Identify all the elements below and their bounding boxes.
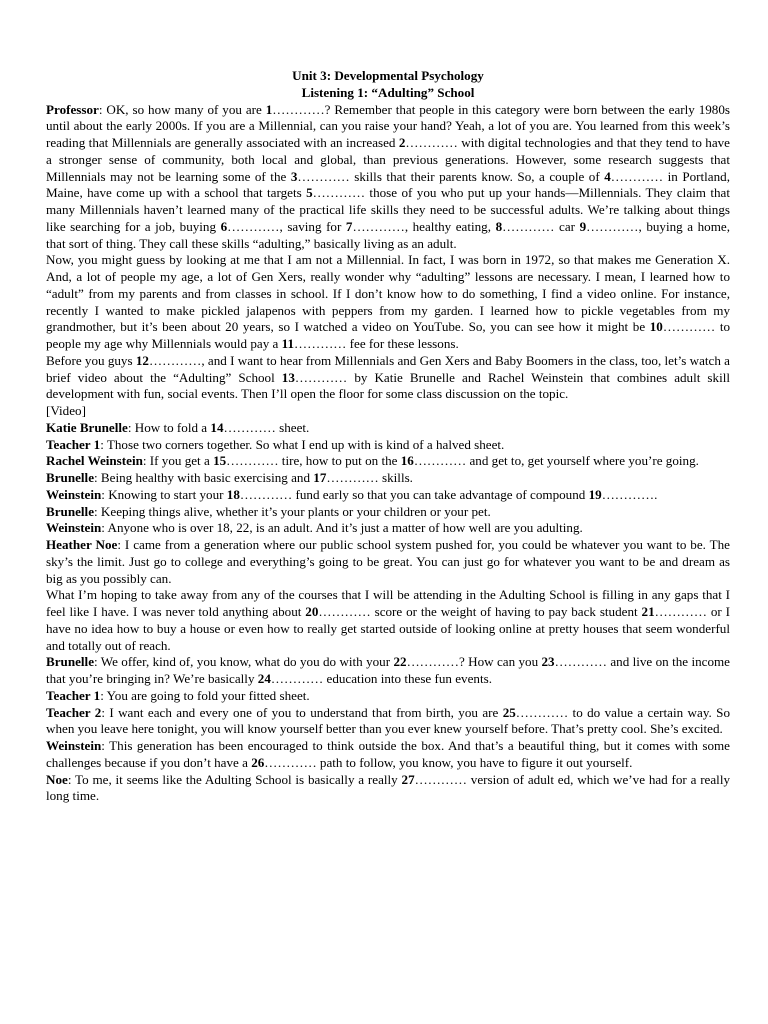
- transcript-text: : Those two corners together. So what I end up with is kind of a halved sheet.: [100, 436, 505, 452]
- transcript-text: …………, and I want to hear from Millennials and Gen Xers and Baby Boomers in the class, too, let’s watch a brief video about the “Adulting” School: [46, 352, 730, 385]
- blank-number: 17: [313, 470, 327, 485]
- blank-number: 2: [398, 135, 406, 150]
- blank-number: 8: [495, 218, 503, 234]
- transcript-text: ………… by Katie Brunelle and Rachel Weinstein that combines adult skill development with fun, social events. Then I’ll open the floor for some class discussion on the topic.: [46, 369, 730, 402]
- blank-number: 21: [641, 604, 655, 619]
- transcript-text: ………… education into these fun events.: [270, 671, 492, 686]
- blank-number: 26: [251, 754, 265, 770]
- transcript-paragraph: [46, 487, 730, 504]
- transcript-text: ………… score or the weight of having to pay back student: [318, 604, 642, 619]
- blank-number: 10: [649, 319, 663, 335]
- blank-number: 4: [604, 168, 611, 184]
- transcript-paragraph: [46, 420, 730, 437]
- blank-number: 20: [305, 604, 319, 619]
- blank-number: 14: [210, 419, 224, 435]
- blank-number: 27: [401, 771, 415, 787]
- transcript-paragraph: [46, 403, 730, 420]
- transcript-text: : Anyone who is over 18, 22, is an adult. And it’s just a matter of how well are you adulting.: [101, 520, 583, 536]
- transcript-paragraph: [46, 453, 730, 470]
- blank-number: 5: [306, 185, 313, 201]
- transcript-text: …………? Remember that people in this category were born between the early 1980s until about the early 2000s. If you are a Millennial, can you raise your hand? Yeah, a lot of you are. You learned from this week’s reading that Millennials are generally associated with an increased: [46, 101, 731, 150]
- speaker-name: Teacher 2: [46, 704, 102, 720]
- transcript-text: ………….: [601, 486, 658, 502]
- speaker-name: Rachel Weinstein: [46, 453, 143, 469]
- transcript-text: ………… or I have no idea how to buy a house or even how to really get started outside of looking online at pretty houses that seem wonderful and totally out of reach.: [46, 604, 730, 653]
- unit-title: Unit 3: Developmental Psychology: [292, 68, 484, 83]
- blank-number: 25: [502, 704, 516, 720]
- speaker-name: Brunelle: [46, 503, 95, 519]
- speaker-name: Brunelle: [46, 654, 95, 670]
- transcript-paragraph: [46, 437, 730, 454]
- blank-number: 9: [579, 218, 587, 234]
- transcript-text: What I’m hoping to take away from any of the courses that I will be attending in the Adulting School is filling in any gaps that I feel like I have. I was never told anything about: [46, 587, 730, 619]
- transcript-text: : I want each and every one of you to understand that from birth, you are: [101, 704, 503, 720]
- transcript-text: : To me, it seems like the Adulting School is basically a really: [67, 771, 402, 787]
- transcript-text: ………… fund early so that you can take advantage of compound: [239, 486, 589, 502]
- speaker-name: Heather Noe: [46, 537, 118, 552]
- transcript-text: …………, buying a home, that sort of thing. They call these skills “adulting,” basically living as an adult.: [46, 218, 730, 251]
- blank-number: 18: [226, 486, 240, 502]
- transcript-paragraph: [46, 654, 730, 688]
- blank-number: 11: [281, 336, 295, 351]
- speaker-name: Noe: [46, 771, 68, 787]
- transcript-paragraph: [46, 470, 730, 487]
- transcript-text: : How to fold a: [127, 419, 211, 435]
- transcript-paragraph: [46, 520, 730, 537]
- blank-number: 12: [135, 352, 149, 368]
- transcript-text: : Being healthy with basic exercising and: [94, 470, 314, 485]
- transcript-text: : We offer, kind of, you know, what do you do with your: [94, 654, 394, 670]
- transcript-text: ………… and get to, get yourself where you’re going.: [413, 453, 699, 469]
- transcript-text: : Knowing to start your: [101, 486, 227, 502]
- transcript-text: …………? How can you: [406, 654, 542, 670]
- transcript-paragraph: [46, 353, 730, 403]
- transcript-paragraph: [46, 705, 730, 739]
- transcript-paragraph: [46, 102, 730, 253]
- transcript-paragraph: [46, 688, 730, 705]
- speaker-name: Weinstein: [46, 486, 102, 502]
- transcript-text: …………, healthy eating,: [352, 218, 496, 234]
- transcript-text: ………… path to follow, you know, you have to figure it out yourself.: [264, 754, 633, 770]
- speaker-name: Weinstein: [46, 520, 102, 536]
- transcript-text: Before you guys: [46, 352, 136, 368]
- transcript-text: ………… to do value a certain way. So when you leave here tonight, you will know yourself better than you ever knew yourself before. That’s pretty cool. She’s excited.: [46, 704, 730, 737]
- transcript-text: ………… skills.: [326, 470, 413, 485]
- transcript-text: ………… to people my age why Millennials would pay a: [46, 319, 730, 351]
- transcript: [46, 102, 730, 806]
- speaker-name: Weinstein: [46, 738, 102, 753]
- speaker-name: Teacher 1: [46, 687, 101, 703]
- blank-number: 6: [220, 218, 228, 234]
- transcript-paragraph: [46, 738, 730, 772]
- transcript-text: ………… skills that their parents know. So, a couple of: [297, 168, 605, 184]
- transcript-text: : You are going to fold your fitted sheet.: [100, 687, 310, 703]
- speaker-name: Brunelle: [46, 470, 95, 485]
- transcript-text: : OK, so how many of you are: [98, 101, 266, 117]
- transcript-text: : If you get a: [142, 453, 214, 469]
- transcript-text: ………… tire, how to put on the: [226, 453, 401, 469]
- transcript-text: ………… fee for these lessons.: [294, 336, 459, 351]
- blank-number: 3: [290, 168, 298, 184]
- listening-title: Listening 1: “Adulting” School: [301, 84, 475, 100]
- blank-number: 23: [541, 654, 555, 670]
- speaker-name: Katie Brunelle: [46, 419, 128, 435]
- blank-number: 19: [588, 486, 602, 502]
- speaker-name: Professor: [46, 101, 99, 117]
- blank-number: 13: [281, 369, 295, 385]
- transcript-text: : I came from a generation where our public school system pushed for, you could be whatever you want to be. The sky’s the limit. Just go to college and everything’s going to be great. You can just go for whatever you want to be and dream as big as you possibly can.: [46, 537, 730, 586]
- transcript-text: ………… and live on the income that you’re bringing in? We’re basically: [46, 654, 730, 686]
- transcript-text: Now, you might guess by looking at me that I am not a Millennial. In fact, I was born in 1972, so that makes me Generation X. And, a lot of people my age, a lot of Gen Xers, really wonder why “adulting” lessons are necessary. I mean, I learned how to “adult” from my parents and from classes in school. If I don’t know how to do something, I find a video online. For instance, recently I wanted to make pickled jalapenos with peppers from my garden. I learned how to pickle vegetables from my grandmother, but it’s been about 20 years, so I watched a video on YouTube. So, you can see how it might be: [46, 252, 730, 335]
- transcript-text: ………… car: [502, 218, 580, 234]
- blank-number: 1: [265, 101, 273, 117]
- speaker-name: Teacher 1: [46, 436, 101, 452]
- blank-number: 24: [257, 671, 271, 686]
- transcript-paragraph: [46, 772, 730, 806]
- blank-number: 7: [345, 218, 353, 234]
- transcript-text: [Video]: [46, 403, 86, 418]
- transcript-paragraph: [46, 587, 730, 654]
- blank-number: 22: [393, 654, 407, 670]
- transcript-paragraph: [46, 537, 730, 587]
- transcript-text: : Keeping things alive, whether it’s your plants or your children or your pet.: [94, 503, 491, 519]
- transcript-text: ………… those of you who put up your hands—Millennials. They claim that many Millennials haven’t learned many of the practical life skills they need to be successful adults. We’re talking about things like searching for a job, buying: [46, 185, 730, 234]
- blank-number: 15: [213, 453, 227, 469]
- blank-number: 16: [400, 453, 414, 469]
- transcript-paragraph: [46, 504, 730, 521]
- transcript-text: ………… in Portland, Maine, have come up with a school that targets: [46, 168, 730, 201]
- transcript-text: ………… with digital technologies and that they tend to have a stronger sense of community, both local and global, than previous generations. However, some research suggests that Millennials may not be learning some of the: [46, 135, 730, 184]
- transcript-paragraph: [46, 252, 730, 353]
- transcript-text: …………, saving for: [227, 218, 346, 234]
- transcript-text: ………… version of adult ed, which we’ve had for a really long time.: [46, 771, 731, 804]
- transcript-text: ………… sheet.: [223, 419, 310, 435]
- worksheet-page: [46, 68, 730, 805]
- transcript-text: : This generation has been encouraged to think outside the box. And that’s a beautiful thing, but it comes with some challenges because if you don’t have a: [46, 738, 730, 770]
